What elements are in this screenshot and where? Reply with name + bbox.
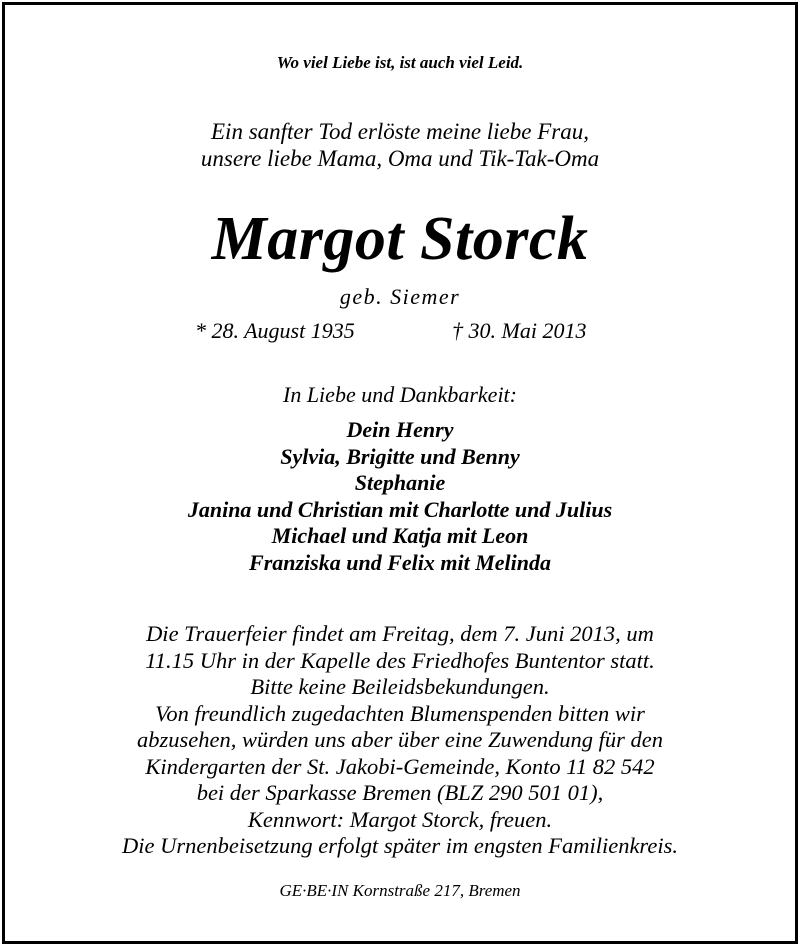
motto: Wo viel Liebe ist, ist auch viel Leid. bbox=[276, 53, 524, 72]
deceased-name: Margot Storck bbox=[211, 205, 589, 273]
maiden-name: geb. Siemer bbox=[339, 284, 461, 309]
notice-line: abzusehen, würden uns aber über eine Zuwendung für den bbox=[137, 727, 663, 752]
mourners-list bbox=[5, 417, 795, 576]
mourner-line: Janina und Christian mit Charlotte und Julius bbox=[187, 496, 613, 522]
notice-line: Die Trauerfeier findet am Freitag, dem 7. Juni 2013, um bbox=[146, 621, 654, 646]
notice-line: Kennwort: Margot Storck, freuen. bbox=[247, 806, 553, 832]
mourner-line: Franziska und Felix mit Melinda bbox=[249, 549, 551, 575]
notice-line: Von freundlich zugedachten Blumenspenden bitten wir bbox=[155, 700, 645, 726]
notice-line: Kindergarten der St. Jakobi-Gemeinde, Konto 11 82 542 bbox=[145, 753, 655, 779]
mourner-line: Stephanie bbox=[354, 470, 446, 495]
mourner-line: Sylvia, Brigitte und Benny bbox=[280, 443, 520, 469]
death-date: † 30. Mai 2013 bbox=[452, 318, 587, 343]
notice-line: bei der Sparkasse Bremen (BLZ 290 501 01), bbox=[196, 780, 604, 805]
obituary-notice bbox=[2, 2, 798, 944]
intro-text bbox=[5, 118, 795, 172]
thanks-heading: In Liebe und Dankbarkeit: bbox=[283, 382, 517, 407]
intro-line: Ein sanfter Tod erlöste meine liebe Frau, bbox=[211, 119, 589, 144]
mourner-line: Michael und Katja mit Leon bbox=[271, 523, 529, 548]
intro-line: unsere liebe Mama, Oma und Tik-Tak-Oma bbox=[200, 146, 600, 171]
birth-date: * 28. August 1935 bbox=[195, 318, 355, 343]
publisher-footer: GE·BE·IN Kornstraße 217, Bremen bbox=[279, 881, 521, 900]
notice-line: Bitte keine Beileidsbekundungen. bbox=[250, 674, 550, 699]
funeral-notice bbox=[5, 621, 795, 860]
mourner-line: Dein Henry bbox=[346, 417, 454, 442]
notice-line: Die Urnenbeisetzung erfolgt später im engsten Familienkreis. bbox=[122, 833, 678, 858]
notice-line: 11.15 Uhr in der Kapelle des Friedhofes Buntentor statt. bbox=[145, 647, 655, 673]
